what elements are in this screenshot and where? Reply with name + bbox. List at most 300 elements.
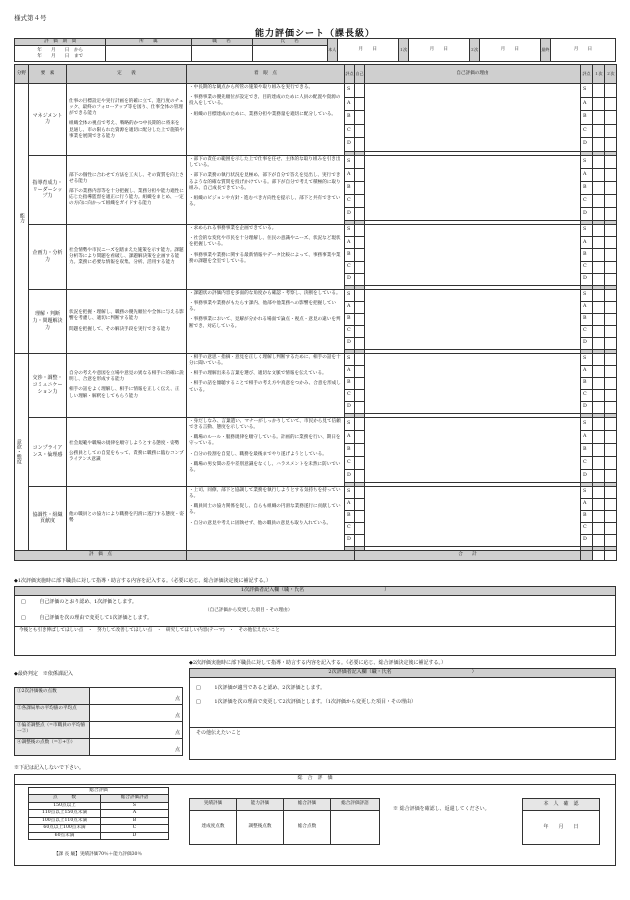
- viewpoint-text: ・課題状の評価内容を多面的な角度から確認・考察し、決断をしている。: [189, 290, 341, 296]
- definition-text: 部下の個性に合わせて方法を工夫し、その資質を向上させる能力: [69, 172, 184, 184]
- grade-label: A: [345, 365, 355, 377]
- element-label: 理解・判断力・問題解決力: [29, 289, 67, 353]
- grade-row: [15, 155, 617, 168]
- first-grade-cell[interactable]: [593, 207, 605, 220]
- self-date[interactable]: 月 日: [337, 39, 398, 62]
- second-grade-cell[interactable]: [605, 401, 617, 413]
- self-grade-cell[interactable]: [355, 430, 365, 443]
- definition-cell: [67, 353, 187, 417]
- first-grade-cell[interactable]: [593, 534, 605, 546]
- first-grade-cell[interactable]: [593, 430, 605, 443]
- self-grade-cell[interactable]: [355, 181, 365, 194]
- dept-field[interactable]: [106, 46, 191, 62]
- first-grade-cell[interactable]: [593, 301, 605, 313]
- bracket-title-row: [29, 788, 169, 795]
- first-grade-cell[interactable]: [593, 138, 605, 152]
- col-rating: 評点: [345, 65, 355, 84]
- first-grade-cell[interactable]: [593, 510, 605, 522]
- judgment-unit: 点: [174, 696, 180, 702]
- grade-label: B: [345, 111, 355, 125]
- grade-label: C: [581, 124, 593, 138]
- self-grade-cell[interactable]: [355, 469, 365, 482]
- definition-text: 仕事の目標設定や実行計画を的確に立て、進行度のチェック、最終のフォローアップ等を図り、仕事全体の管理ができる能力: [69, 98, 184, 117]
- grade-label: C: [581, 522, 593, 534]
- self-grade-cell[interactable]: [355, 522, 365, 534]
- grade-row: [15, 486, 617, 498]
- grade-label: B: [345, 443, 355, 456]
- grade-label: S: [345, 289, 355, 301]
- first-grade-cell[interactable]: [593, 337, 605, 349]
- self-grade-cell[interactable]: [355, 510, 365, 522]
- mid-header: 能力評価: [237, 799, 284, 811]
- grade-label: C: [345, 456, 355, 469]
- evaluation-table: [14, 64, 617, 561]
- grade-label: B: [345, 181, 355, 194]
- self-grade-cell[interactable]: [355, 138, 365, 152]
- definition-text: 組織全体の視点で考え、戦略的かつ中長期的に将来を見通し、市の限られた資源を適切に配分した上で施策や事業を展開できる能力: [69, 121, 184, 139]
- self-reason-cell[interactable]: [365, 155, 581, 220]
- col-rating2: 評点: [581, 65, 593, 84]
- col-definition: 定 義: [67, 65, 187, 84]
- judgment-row: [15, 688, 183, 705]
- grade-label: D: [345, 534, 355, 546]
- self-grade-cell[interactable]: [355, 313, 365, 325]
- grade-label: S: [345, 84, 355, 98]
- grade-label: S: [581, 155, 593, 168]
- grade-row: [15, 353, 617, 365]
- grade-label: C: [581, 194, 593, 207]
- mid-header: 実績評価: [190, 799, 237, 811]
- grade-label: B: [581, 181, 593, 194]
- self-grade-cell[interactable]: [355, 498, 365, 510]
- self-confirm-table: [522, 798, 600, 845]
- final-judgment-table: [14, 687, 183, 756]
- second-opt1-text: 1次評価が適当であると認め、2次評価とします。: [214, 685, 326, 691]
- grade-label: B: [581, 313, 593, 325]
- viewpoint-text: ・相手の話を傾聴することで相手の考え方や真意をつかみ、合意を形成している。: [189, 381, 341, 393]
- first-grade-cell[interactable]: [593, 522, 605, 534]
- mid-header: 総合評価評語: [331, 799, 380, 811]
- grade-row: [15, 84, 617, 98]
- first-grade-cell[interactable]: [593, 84, 605, 98]
- first-grade-cell[interactable]: [593, 417, 605, 430]
- second-opt2-checkbox[interactable]: □: [196, 699, 201, 705]
- self-grade-cell[interactable]: [355, 534, 365, 546]
- second-grade-cell[interactable]: [605, 522, 617, 534]
- self-grade-cell[interactable]: [355, 325, 365, 337]
- first-opt2-text: 自己評価を次の理由で変更して1次評価とします。: [39, 615, 153, 621]
- grade-label: B: [581, 249, 593, 261]
- self-grade-cell[interactable]: [355, 443, 365, 456]
- post-label: 職 名: [191, 39, 252, 46]
- bracket-range: 100点以上110点未満: [29, 817, 101, 824]
- grade-row: [15, 224, 617, 236]
- page-title: 能力評価シート（課長級）: [254, 29, 375, 39]
- self-grade-cell[interactable]: [355, 486, 365, 498]
- first-grade-cell[interactable]: [593, 273, 605, 285]
- first-grade-cell[interactable]: [593, 313, 605, 325]
- grade-label: C: [345, 261, 355, 273]
- second-grade-cell[interactable]: [605, 224, 617, 236]
- overall-formula: 【課 長 級】実績評価70％＋能力評価30％: [53, 852, 143, 857]
- second-evaluator-box: [189, 668, 616, 760]
- bracket-col-grade: 総合評価評語: [101, 795, 169, 802]
- first-grade-cell[interactable]: [593, 124, 605, 138]
- first-grade-cell[interactable]: [593, 237, 605, 249]
- second-grade-cell[interactable]: [605, 155, 617, 168]
- second-grade-cell[interactable]: [605, 97, 617, 111]
- grade-label: D: [345, 207, 355, 220]
- second-grade-cell[interactable]: [605, 443, 617, 456]
- judgment-value[interactable]: [90, 722, 183, 739]
- second-grade-cell[interactable]: [605, 84, 617, 98]
- grade-label: D: [345, 469, 355, 482]
- definition-cell: [67, 417, 187, 486]
- viewpoint-text: ・上司、同僚、部下と協調して業務を執行しようとする気持ちを持っている。: [189, 487, 341, 500]
- self-confirm-date[interactable]: 年 月 日: [523, 811, 600, 845]
- post-field[interactable]: [191, 46, 252, 62]
- second-grade-cell[interactable]: [605, 430, 617, 443]
- second-grade-cell[interactable]: [605, 534, 617, 546]
- col-self: 自己: [355, 65, 365, 84]
- second-grade-cell[interactable]: [605, 168, 617, 181]
- viewpoint-text: ・組織のビジョンや方針・進むべき方向性を提示し、部下と共有できている。: [189, 195, 341, 208]
- viewpoint-text: ・社会的な変化や市民を十分理解し、住民の意識やニーズ、状況など現状を把握している。: [189, 236, 341, 248]
- grade-label: A: [345, 430, 355, 443]
- bracket-range: 150点以上: [29, 802, 101, 809]
- second-grade-cell[interactable]: [605, 249, 617, 261]
- self-reason-cell[interactable]: [365, 224, 581, 285]
- viewpoint-cell: [187, 84, 345, 156]
- bracket-row: [29, 817, 169, 824]
- bracket-grade: D: [101, 832, 169, 839]
- self-reason-cell[interactable]: [365, 289, 581, 349]
- first-opt2-note: （自己評価から変更した項目・その理由）: [205, 608, 293, 613]
- definition-text: 公務員としての自覚をもって、責務に職務に臨むコンプライアンス意識: [69, 450, 184, 462]
- definition-text: 社会規範や職場の規律を順守しようとする態度・姿勢: [69, 440, 180, 446]
- self-grade-cell[interactable]: [355, 353, 365, 365]
- grade-label: C: [581, 325, 593, 337]
- first-grade-cell[interactable]: [593, 181, 605, 194]
- viewpoint-text: ・部下の責任の範囲を示した上で仕事を任せ、主体的な取り組みを引き出している。: [189, 156, 341, 169]
- final-date[interactable]: 月 日: [550, 39, 615, 62]
- final-date-label: 最終: [540, 39, 550, 62]
- self-grade-cell[interactable]: [355, 111, 365, 125]
- first-grade-cell[interactable]: [593, 194, 605, 207]
- bracket-table-title: 総合評価: [29, 788, 169, 795]
- grade-label: S: [581, 289, 593, 301]
- grade-label: S: [581, 224, 593, 236]
- self-grade-cell[interactable]: [355, 207, 365, 220]
- viewpoint-cell: [187, 289, 345, 353]
- grade-label: B: [345, 510, 355, 522]
- self-grade-cell[interactable]: [355, 237, 365, 249]
- second-grade-cell[interactable]: [605, 389, 617, 401]
- self-grade-cell[interactable]: [355, 168, 365, 181]
- second-grade-cell[interactable]: [605, 181, 617, 194]
- bracket-row: [29, 832, 169, 839]
- grade-label: D: [581, 337, 593, 349]
- grade-label: B: [581, 111, 593, 125]
- viewpoint-text: ・身だしなみ、言葉遣い、マナーがしっかりしていて、市民から見て信頼できる言動、態度を示している。: [189, 418, 341, 431]
- judgment-label: ③偏差調整点（=市職員の平均値ー②）: [15, 722, 90, 739]
- second-grade-cell[interactable]: [605, 456, 617, 469]
- bracket-grade: C: [101, 825, 169, 832]
- self-grade-cell[interactable]: [355, 97, 365, 111]
- first-opt1-text: 自己評価のとおり認め、1次評価とします。: [39, 599, 137, 605]
- first-grade-cell[interactable]: [593, 155, 605, 168]
- first-opt1-row: [21, 599, 137, 606]
- first-opt2-row: [21, 615, 152, 622]
- self-grade-cell[interactable]: [355, 456, 365, 469]
- col-category: 分野: [15, 65, 29, 84]
- mid-value[interactable]: 達成度点数: [190, 811, 237, 845]
- second-grade-cell[interactable]: [605, 207, 617, 220]
- grade-label: D: [345, 337, 355, 349]
- judgment-value[interactable]: [90, 739, 183, 756]
- viewpoint-text: ・組織の目標達成のために、業務分担や業務量を適切に配分している。: [189, 111, 337, 117]
- self-reason-cell[interactable]: [365, 417, 581, 482]
- viewpoint-cell: [187, 486, 345, 550]
- grade-label: S: [345, 417, 355, 430]
- second-grade-cell[interactable]: [605, 365, 617, 377]
- self-grade-cell[interactable]: [355, 224, 365, 236]
- second-grade-cell[interactable]: [605, 261, 617, 273]
- self-grade-cell[interactable]: [355, 337, 365, 349]
- definition-text: 社会情勢や市民ニーズを踏まえた施策を示す能力。課題分析等により問題を看破し、課題解決策を企画する能力。業務に必要な情報を収集、分析、活用する能力: [69, 247, 184, 266]
- col-first: １次: [593, 65, 605, 84]
- second-opt1-checkbox[interactable]: □: [196, 685, 201, 691]
- dept-label: 所 属: [106, 39, 191, 46]
- second-grade-cell[interactable]: [605, 138, 617, 152]
- viewpoint-text: ・事務事業において、見解が分かれる場面で論点・視点・意見の違いを判断でき、対応している。: [189, 317, 341, 329]
- second-grade-cell[interactable]: [605, 498, 617, 510]
- grade-label: C: [345, 389, 355, 401]
- period-label: 評 価 期 間: [15, 39, 106, 46]
- first-grade-cell[interactable]: [593, 261, 605, 273]
- period-to: 年 月 日 まで: [37, 53, 84, 59]
- second-grade-cell[interactable]: [605, 289, 617, 301]
- grade-row: [15, 417, 617, 430]
- col-viewpoint: 着 眼 点: [187, 65, 345, 84]
- first-opt1-checkbox[interactable]: □: [21, 599, 26, 605]
- name-field[interactable]: [252, 46, 327, 62]
- second-grade-cell[interactable]: [605, 237, 617, 249]
- bracket-row: [29, 802, 169, 809]
- grade-label: D: [581, 207, 593, 220]
- grade-label: D: [581, 138, 593, 152]
- total-first[interactable]: [593, 550, 605, 560]
- mid-value[interactable]: 調整後点数: [237, 811, 284, 845]
- first-grade-cell[interactable]: [593, 443, 605, 456]
- first-grade-cell[interactable]: [593, 498, 605, 510]
- bracket-range: 60点未満: [29, 832, 101, 839]
- judgment-label: ②各課局単の平均値の平均点: [15, 705, 90, 722]
- mid-value[interactable]: [331, 811, 380, 845]
- self-reason-cell[interactable]: [365, 353, 581, 413]
- grade-label: C: [345, 325, 355, 337]
- grade-label: D: [581, 273, 593, 285]
- self-reason-cell[interactable]: [365, 84, 581, 152]
- grade-label: S: [345, 353, 355, 365]
- grade-label: D: [581, 401, 593, 413]
- self-grade-cell[interactable]: [355, 155, 365, 168]
- grade-label: S: [581, 417, 593, 430]
- second-grade-cell[interactable]: [605, 486, 617, 498]
- first-grade-cell[interactable]: [593, 289, 605, 301]
- second-grade-cell[interactable]: [605, 313, 617, 325]
- grade-label: D: [345, 273, 355, 285]
- self-grade-cell[interactable]: [355, 389, 365, 401]
- period-from: 年 月 日 から: [37, 47, 84, 53]
- first-grade-cell[interactable]: [593, 469, 605, 482]
- grade-label: S: [345, 224, 355, 236]
- viewpoint-text: ・中長期的な観点から所管の施策や取り組みを実行できる。: [189, 85, 314, 90]
- self-reason-cell[interactable]: [365, 486, 581, 546]
- element-label: マネジメント力: [29, 84, 67, 156]
- category-attitude: 意欲・態度: [15, 353, 29, 550]
- self-grade-cell[interactable]: [355, 301, 365, 313]
- first-grade-cell[interactable]: [593, 325, 605, 337]
- category-ability: 能力: [15, 84, 29, 354]
- total-label: 合 計: [355, 550, 581, 560]
- grade-label: C: [345, 194, 355, 207]
- judgment-unit: 点: [174, 713, 180, 719]
- second-grade-cell[interactable]: [605, 353, 617, 365]
- second-grade-cell[interactable]: [605, 417, 617, 430]
- self-grade-cell[interactable]: [355, 401, 365, 413]
- second-grade-cell[interactable]: [605, 510, 617, 522]
- self-grade-cell[interactable]: [355, 289, 365, 301]
- self-grade-cell[interactable]: [355, 417, 365, 430]
- first-section-heading: ◆1次評価実施時に部下職員に対して指導・助言する内容を記入する。（必要に応じ、総合評価決定後に補記する。）: [14, 578, 272, 584]
- second-box-title: 2次評価者記入欄（職・氏名 ）: [190, 669, 615, 678]
- viewpoint-text: ・相手の意思・指摘・意見を正しく理解し判断するために、相手の話を十分に聞いている。: [189, 354, 341, 367]
- self-confirm-label: 本 人 確 認: [523, 799, 600, 811]
- viewpoint-text: ・自分の役割を自覚し、職務を最後までやり遂げようとしている。: [189, 451, 327, 457]
- second-grade-cell[interactable]: [605, 325, 617, 337]
- grade-label: D: [581, 469, 593, 482]
- mid-value[interactable]: 総合点数: [284, 811, 331, 845]
- first-opt2-checkbox[interactable]: □: [21, 615, 26, 621]
- self-grade-cell[interactable]: [355, 194, 365, 207]
- name-label: 氏 名: [252, 39, 327, 46]
- first-grade-cell[interactable]: [593, 111, 605, 125]
- self-grade-cell[interactable]: [355, 261, 365, 273]
- first-date[interactable]: 月 日: [408, 39, 469, 62]
- first-grade-cell[interactable]: [593, 389, 605, 401]
- viewpoint-text: ・事務事業の優先順位が設定でき、目的達成のために人員の配置や資源の投入をしている。: [189, 95, 341, 107]
- grade-label: A: [581, 301, 593, 313]
- score-label: 評 価 点: [15, 550, 187, 560]
- grade-label: A: [581, 430, 593, 443]
- first-grade-cell[interactable]: [593, 401, 605, 413]
- self-grade-cell[interactable]: [355, 124, 365, 138]
- second-section-heading: ◆2次評価実施時に部下職員に対して指導・助言する内容を記入する。（必要に応じ、総合評価決定後に補記する。）: [189, 660, 447, 666]
- first-grade-cell[interactable]: [593, 97, 605, 111]
- grade-label: C: [581, 456, 593, 469]
- grade-label: C: [345, 522, 355, 534]
- grade-label: A: [345, 168, 355, 181]
- second-grade-cell[interactable]: [605, 337, 617, 349]
- grade-label: A: [581, 237, 593, 249]
- bracket-row: [29, 825, 169, 832]
- second-opt2-text: 1次評価を次の理由で変更して2次評価とします。（1次評価から変更した項目・その理由）: [214, 699, 416, 705]
- self-grade-cell[interactable]: [355, 377, 365, 389]
- first-grade-cell[interactable]: [593, 224, 605, 236]
- second-grade-cell[interactable]: [605, 111, 617, 125]
- self-grade-cell[interactable]: [355, 365, 365, 377]
- first-grade-cell[interactable]: [593, 365, 605, 377]
- element-label: 協調性・組織貢献度: [29, 486, 67, 550]
- grade-label: A: [345, 97, 355, 111]
- bracket-grade: A: [101, 810, 169, 817]
- confirm-note: ※ 総合評価を確認し、返還してください。: [393, 806, 490, 812]
- judgment-unit: 点: [174, 730, 180, 736]
- grade-label: C: [345, 124, 355, 138]
- first-date-label: １次: [398, 39, 408, 62]
- period-values[interactable]: [15, 46, 106, 62]
- bracket-grade: B: [101, 817, 169, 824]
- first-grade-cell[interactable]: [593, 249, 605, 261]
- definition-cell: [67, 84, 187, 156]
- first-grade-cell[interactable]: [593, 456, 605, 469]
- viewpoint-text: ・相手の理解出来る言葉を選び、適切な文脈で情報を伝えている。: [189, 371, 327, 377]
- second-footer: その他伝えたいこと: [196, 730, 242, 736]
- grade-label: B: [581, 510, 593, 522]
- element-label: 指導育成力・リーダーシップ力: [29, 155, 67, 224]
- note-below: ※下記は記入しないで下さい。: [14, 765, 85, 771]
- bracket-row: [29, 810, 169, 817]
- second-date[interactable]: 月 日: [479, 39, 540, 62]
- total-second[interactable]: [605, 550, 617, 560]
- judgment-value[interactable]: [90, 688, 183, 705]
- second-grade-cell[interactable]: [605, 124, 617, 138]
- definition-cell: [67, 486, 187, 550]
- judgment-value[interactable]: [90, 705, 183, 722]
- first-grade-cell[interactable]: [593, 168, 605, 181]
- bracket-col-points: 点 数: [29, 795, 101, 802]
- grade-label: B: [345, 249, 355, 261]
- grade-label: A: [345, 498, 355, 510]
- self-date-label: 本人: [327, 39, 337, 62]
- first-footer: 今後とも引き伸ばしてほしい点 ・ 努力して改善してほしい点 ・ 研究してほしい内容(テーマ) ・ その他伝えたいこと: [19, 628, 280, 633]
- second-grade-cell[interactable]: [605, 377, 617, 389]
- mid-header: 総合評価: [284, 799, 331, 811]
- second-grade-cell[interactable]: [605, 273, 617, 285]
- second-grade-cell[interactable]: [605, 301, 617, 313]
- self-grade-cell[interactable]: [355, 249, 365, 261]
- first-grade-cell[interactable]: [593, 353, 605, 365]
- self-grade-cell[interactable]: [355, 84, 365, 98]
- judgment-row: [15, 705, 183, 722]
- first-grade-cell[interactable]: [593, 377, 605, 389]
- col-second: ２次: [605, 65, 617, 84]
- definition-text: 問題を把握して、その解決手段を実行できる能力: [69, 326, 170, 332]
- judgment-label: ④調整後の点数（=①+③）: [15, 739, 90, 756]
- judgment-row: [15, 739, 183, 756]
- grade-label: D: [345, 401, 355, 413]
- second-grade-cell[interactable]: [605, 469, 617, 482]
- second-grade-cell[interactable]: [605, 194, 617, 207]
- first-grade-cell[interactable]: [593, 486, 605, 498]
- viewpoint-cell: [187, 417, 345, 486]
- grade-label: S: [581, 84, 593, 98]
- viewpoint-cell: [187, 353, 345, 417]
- grade-label: A: [581, 97, 593, 111]
- self-grade-cell[interactable]: [355, 273, 365, 285]
- grade-label: B: [581, 443, 593, 456]
